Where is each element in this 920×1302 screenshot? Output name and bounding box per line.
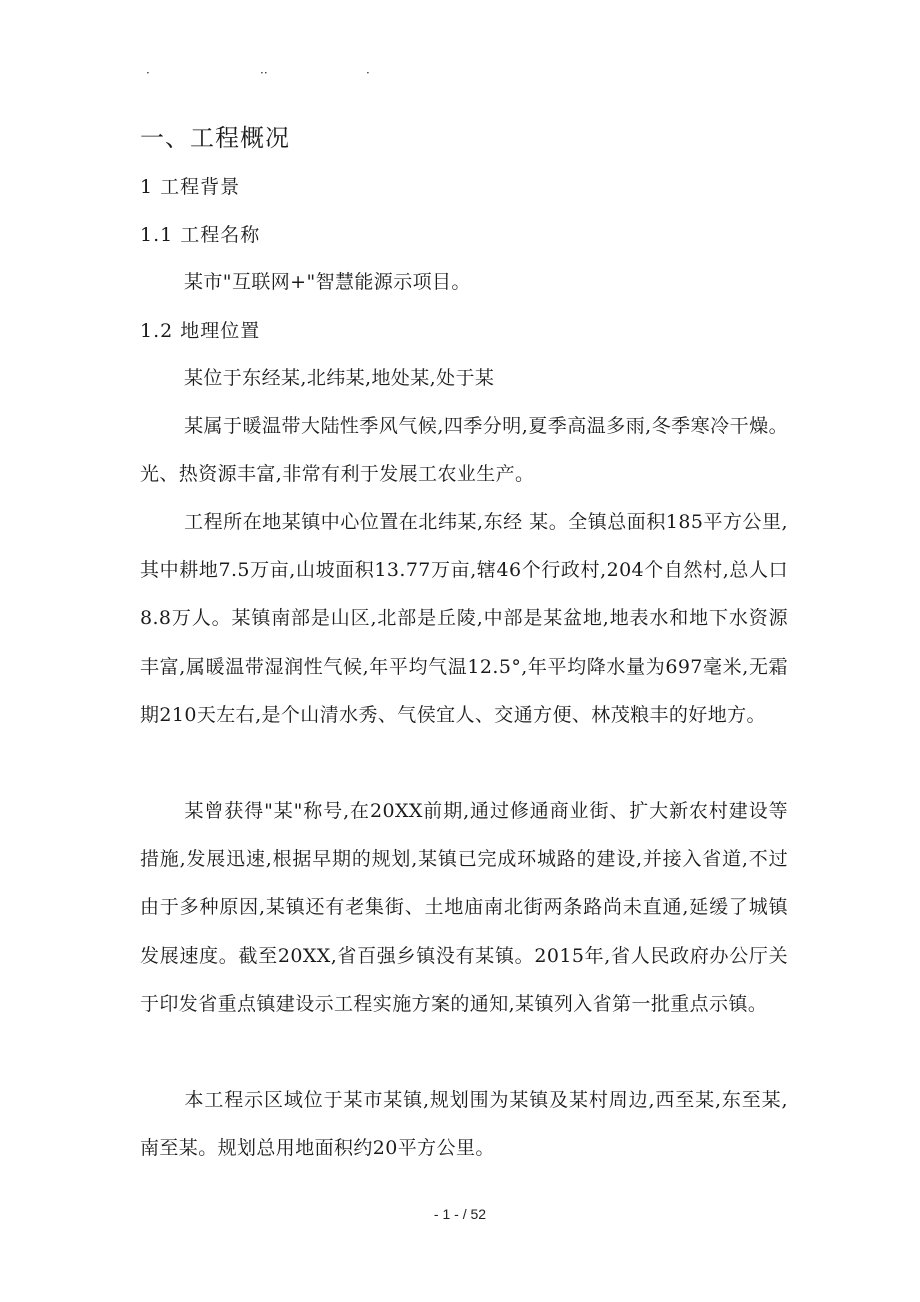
page-number: - 1 - / 52 — [433, 1206, 487, 1222]
town-history-text: 某曾获得"某"称号,在20XX前期,通过修通商业街、扩大新农村建设等措施,发展迅速,根据早期的规划,某镇已完成环城路的建设,并接入省道,不过由于多种原因,某镇还有老集街、土地庙南北街两条路尚未直通,延缓了城镇发展速度。截至20XX,省百强乡镇没有某镇。2015年,省人民政府办公厅关于印发省重点镇建设示工程实施方案的通知,某镇列入省第一批重点示镇。 — [140, 800, 788, 1015]
project-area-text: 本工程示区域位于某市某镇,规划围为某镇及某村周边,西至某,东至某,南至某。规划总用地面积约20平方公里。 — [140, 1089, 788, 1160]
header-mark: · — [146, 66, 150, 80]
chapter-title: 一、工程概况 — [140, 124, 290, 152]
header-marks — [140, 66, 400, 82]
location-paragraph — [140, 354, 788, 402]
header-mark: · — [366, 66, 370, 80]
header-mark: ·· — [260, 66, 268, 80]
climate-text: 某属于暖温带大陆性季风气候,四季分明,夏季高温多雨,冬季寒冷干燥。光、热资源丰富,非常有利于发展工农业生产。 — [140, 415, 788, 486]
project-area-paragraph — [140, 1076, 788, 1172]
location-text: 某位于东经某,北纬某,地处某,处于某 — [184, 367, 495, 389]
project-name-text: 某市"互联网+"智慧能源示项目。 — [184, 271, 471, 293]
climate-paragraph — [140, 402, 788, 498]
section-heading-1-1: 1.1 工程名称 — [140, 224, 261, 246]
town-overview-text: 工程所在地某镇中心位置在北纬某,东经 某。全镇总面积185平方公里,其中耕地7.5万亩,山坡面积13.77万亩,辖46个行政村,204个自然村,总人口8.8万人。某镇南部是山区,北部是丘陵,中部是某盆地,地表水和地下水资源丰富,属暖温带湿润性气候,年平均气温12.5°,年平均降水量为697毫米,无霜期210天左右,是个山清水秀、气侯宜人、交通方便、林茂粮丰的好地方。 — [140, 511, 788, 726]
town-history-paragraph — [140, 787, 788, 1028]
section-heading-1-2: 1.2 地理位置 — [140, 320, 261, 342]
section-heading-1: 1 工程背景 — [140, 176, 241, 198]
project-name-paragraph — [140, 258, 788, 306]
town-overview-paragraph — [140, 498, 788, 739]
